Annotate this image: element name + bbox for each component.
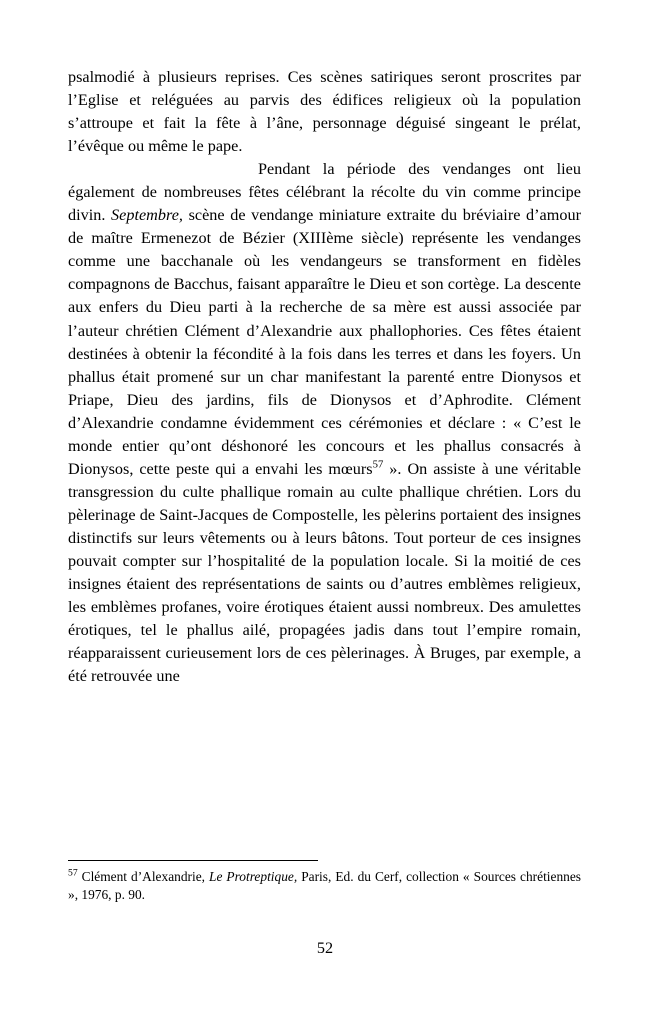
footnote-number: 57 [68, 867, 78, 879]
footnote-italic-title: Le Protreptique, [209, 869, 298, 884]
paragraph-continuation: psalmodié à plusieurs reprises. Ces scènes satiriques seront proscrites par l’Eglise et reléguées au parvis des édifices religieux où la population s’attroupe et fait la fête à l’âne, personnage déguisé singeant le prélat, l’évêque ou même le pape. [68, 68, 581, 156]
paragraph-segment-1: Pendant la période des vendanges ont lieu également de nombreuses fêtes célébrant la récolte du vin comme principe divin. [68, 160, 581, 225]
body-text-column [68, 66, 581, 688]
footnote-separator-rule [68, 860, 318, 861]
paragraph-segment-2: scène de vendange miniature extraite du bréviaire d’amour de maître Ermenezot de Bézier (XIIIème siècle) représente les vendanges comme une bacchanale où les vendangeurs se transforment en fidèles compagnons de Bacchus, faisant apparaître le Dieu et son cortège. La descente aux enfers du Dieu parti à la recherche de sa mère est aussi associée par l’auteur chrétien Clément d’Alexandrie aux phallophories. Ces fêtes étaient destinées à obtenir la fécondité à la fois dans les terres et dans les foyers. Un phallus était promené sur un char manifestant la parenté entre Dionysos et Priape, Dieu des jardins, fils de Dionysos et d’Aphrodite. Clément d’Alexandrie condamne évidemment ces cérémonies et déclare : « C’est le monde entier qu’ont déshonoré les concours et les phallus consacrés à Dionysos, cette peste qui a envahi les mœurs [68, 206, 582, 478]
footnote-segment-2: Paris, Ed. du Cerf, collection « Sources chrétiennes », 1976, p. 90. [68, 869, 581, 903]
italic-work-title-septembre: Septembre, [111, 206, 183, 225]
footnote-area [68, 860, 581, 905]
footnote-reference-marker[interactable]: 57 [372, 458, 384, 471]
paragraph-segment-3: ». On assiste à une véritable transgression du culte phallique romain au culte phallique chrétien. Lors du pèlerinage de Saint-Jacques de Compostelle, les pèlerins portaient des insignes distinctifs sur leurs vêtements ou à leurs bâtons. Tout porteur de ces insignes pouvait compter sur l’hospitalité de la population locale. Si la moitié de ces insignes étaient des représentations de saints ou d’autres emblèmes religieux, les emblèmes profanes, voire érotiques étaient aussi nombreux. Des amulettes érotiques, tel le phallus ailé, propagées jadis dans tout l’empire romain, réapparaissent curieusement lors de ces pèlerinages. À Bruges, par exemple, a été retrouvée une [68, 459, 581, 686]
footnote-entry [68, 868, 581, 905]
paragraph-vendanges [68, 158, 581, 688]
footnote-segment-1: Clément d’Alexandrie, [77, 869, 210, 884]
page-number: 52 [316, 939, 334, 957]
